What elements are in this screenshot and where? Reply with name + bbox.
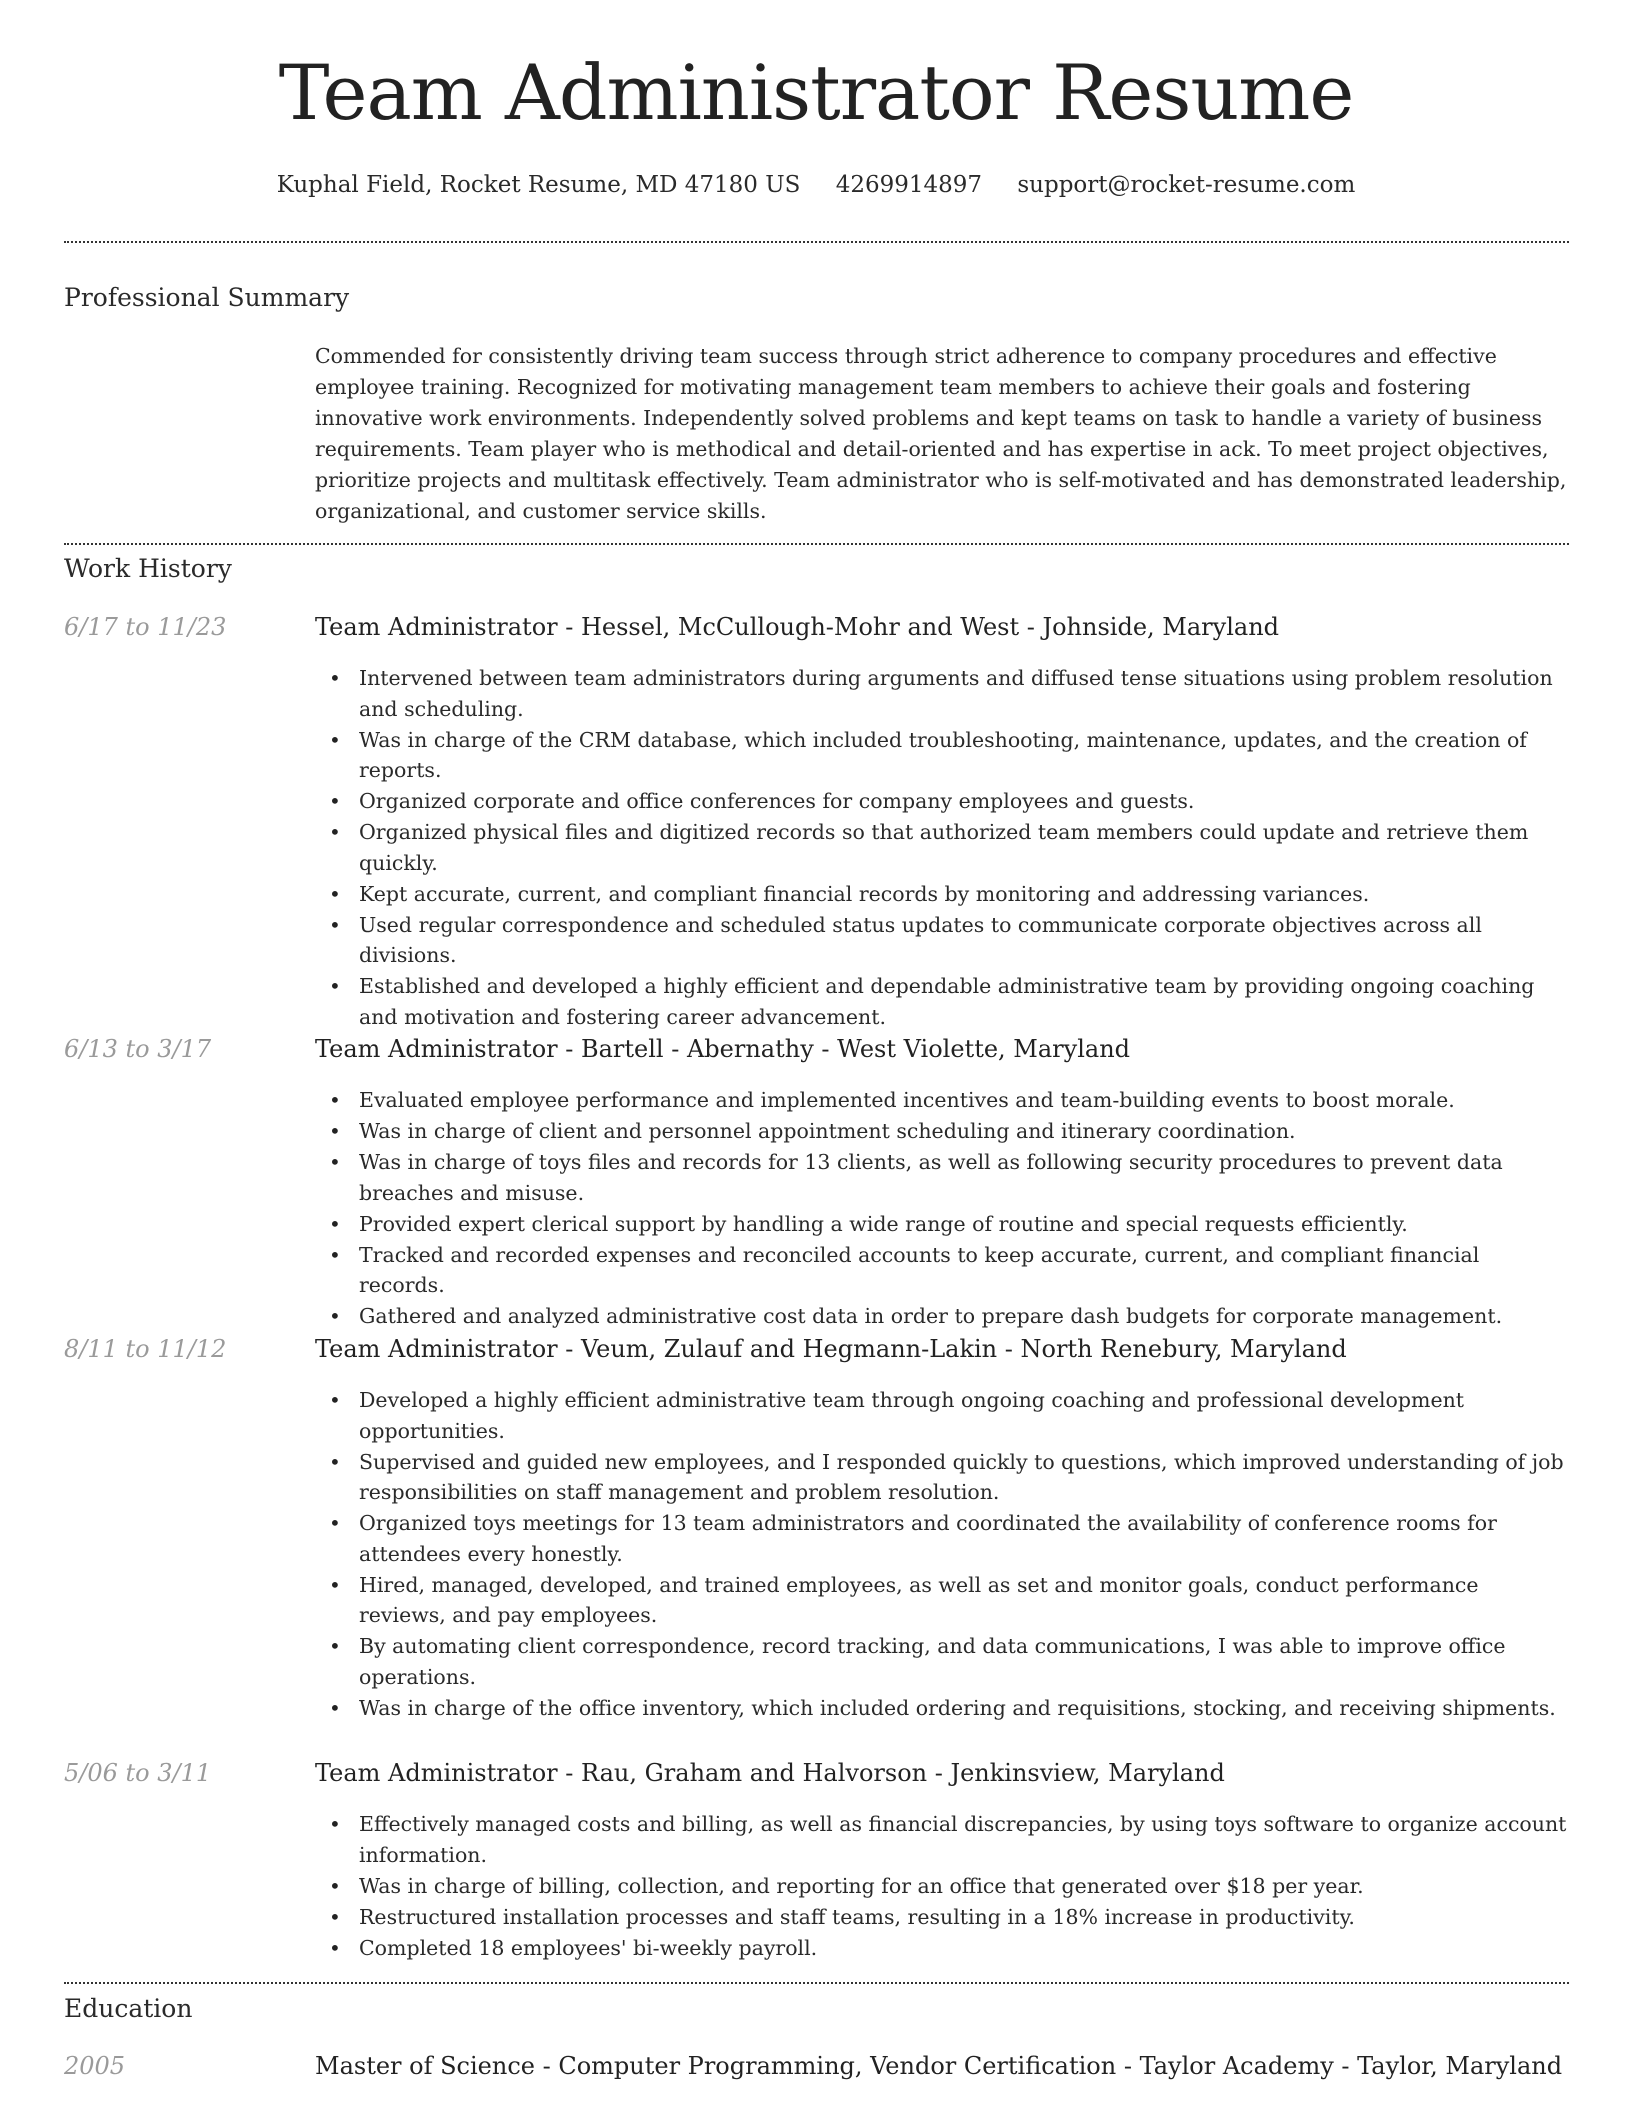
job-title: Team Administrator - Hessel, McCullough-Mohr and West - Johnside, Maryland	[315, 613, 1280, 641]
list-item: • Established and developed a highly efficient and dependable administrative team by providing ongoing coaching and motivation and fostering career advancement.	[315, 971, 1571, 1032]
job-title: Team Administrator - Veum, Zulauf and Hegmann-Lakin - North Renebury, Maryland	[315, 1335, 1347, 1363]
list-item: • Was in charge of toys files and records for 13 clients, as well as following security procedures to prevent data breaches and misuse.	[315, 1147, 1571, 1208]
page-title: Team Administrator Resume	[278, 48, 1354, 137]
list-item: • Developed a highly efficient administrative team through ongoing coaching and professional development opportunities.	[315, 1385, 1571, 1446]
job-title: Team Administrator - Rau, Graham and Halvorson - Jenkinsview, Maryland	[315, 1759, 1225, 1787]
job-title: Team Administrator - Bartell - Abernathy - West Violette, Maryland	[315, 1035, 1131, 1063]
education-year: 2005	[64, 2052, 126, 2080]
list-item: • Effectively managed costs and billing, as well as financial discrepancies, by using toys software to organize account information.	[315, 1809, 1571, 1870]
job-bullet-list	[315, 1085, 1571, 1332]
education-title: Master of Science - Computer Programming, Vendor Certification - Taylor Academy - Taylor, Maryland	[315, 2052, 1563, 2080]
education-heading: Education	[64, 1994, 193, 2023]
list-item: • Was in charge of the office inventory, which included ordering and requisitions, stocking, and receiving shipments.	[315, 1693, 1571, 1724]
job-dates: 5/06 to 3/11	[64, 1759, 212, 1787]
work-history-heading: Work History	[64, 554, 232, 583]
section-divider	[64, 241, 1569, 243]
list-item: • Was in charge of the CRM database, which included troubleshooting, maintenance, updates, and the creation of reports.	[315, 725, 1571, 786]
list-item: • Was in charge of billing, collection, and reporting for an office that generated over $18 per year.	[315, 1871, 1571, 1902]
list-item: • Organized corporate and office conferences for company employees and guests.	[315, 786, 1571, 817]
list-item: • Used regular correspondence and scheduled status updates to communicate corporate objectives across all divisions.	[315, 910, 1571, 971]
list-item: • Was in charge of client and personnel appointment scheduling and itinerary coordination.	[315, 1116, 1571, 1147]
list-item: • Supervised and guided new employees, and I responded quickly to questions, which improved understanding of job responsibilities on staff management and problem resolution.	[315, 1447, 1571, 1508]
list-item: • Evaluated employee performance and implemented incentives and team-building events to boost morale.	[315, 1085, 1571, 1116]
list-item: • Intervened between team administrators during arguments and diffused tense situations using problem resolution and scheduling.	[315, 663, 1571, 724]
job-bullet-list	[315, 1385, 1571, 1724]
list-item: • Completed 18 employees' bi-weekly payroll.	[315, 1933, 1571, 1964]
list-item: • By automating client correspondence, record tracking, and data communications, I was able to improve office operations.	[315, 1631, 1571, 1692]
job-dates: 8/11 to 11/12	[64, 1335, 227, 1363]
section-divider	[64, 1982, 1569, 1984]
list-item: • Tracked and recorded expenses and reconciled accounts to keep accurate, current, and compliant financial records.	[315, 1240, 1571, 1301]
section-divider	[64, 543, 1569, 545]
summary-heading: Professional Summary	[64, 283, 350, 312]
list-item: • Provided expert clerical support by handling a wide range of routine and special requests efficiently.	[315, 1209, 1571, 1240]
contact-phone: 4269914897	[835, 172, 983, 198]
job-bullet-list	[315, 663, 1571, 1033]
contact-email: support@rocket-resume.com	[1017, 172, 1356, 198]
list-item: • Organized toys meetings for 13 team administrators and coordinated the availability of conference rooms for attendees every honestly.	[315, 1508, 1571, 1569]
job-dates: 6/13 to 3/17	[64, 1035, 212, 1063]
contact-line	[0, 172, 1632, 198]
summary-text: Commended for consistently driving team success through strict adherence to company procedures and effective employee training. Recognized for motivating management team members to achieve their goals and fostering innovative work environments. Independently solved problems and kept teams on task to handle a variety of business requirements. Team player who is methodical and detail-oriented and has expertise in ack. To meet project objectives, prioritize projects and multitask effectively. Team administrator who is self-motivated and has demonstrated leadership, organizational, and customer service skills.	[315, 344, 1567, 523]
job-bullet-list	[315, 1809, 1571, 1964]
list-item: • Kept accurate, current, and compliant financial records by monitoring and addressing variances.	[315, 879, 1571, 910]
job-dates: 6/17 to 11/23	[64, 613, 227, 641]
list-item: • Restructured installation processes and staff teams, resulting in a 18% increase in productivity.	[315, 1902, 1571, 1933]
contact-address: Kuphal Field, Rocket Resume, MD 47180 US	[276, 172, 801, 198]
list-item: • Gathered and analyzed administrative cost data in order to prepare dash budgets for corporate management.	[315, 1301, 1571, 1332]
list-item: • Organized physical files and digitized records so that authorized team members could update and retrieve them quickly.	[315, 817, 1571, 878]
list-item: • Hired, managed, developed, and trained employees, as well as set and monitor goals, conduct performance reviews, and pay employees.	[315, 1570, 1571, 1631]
